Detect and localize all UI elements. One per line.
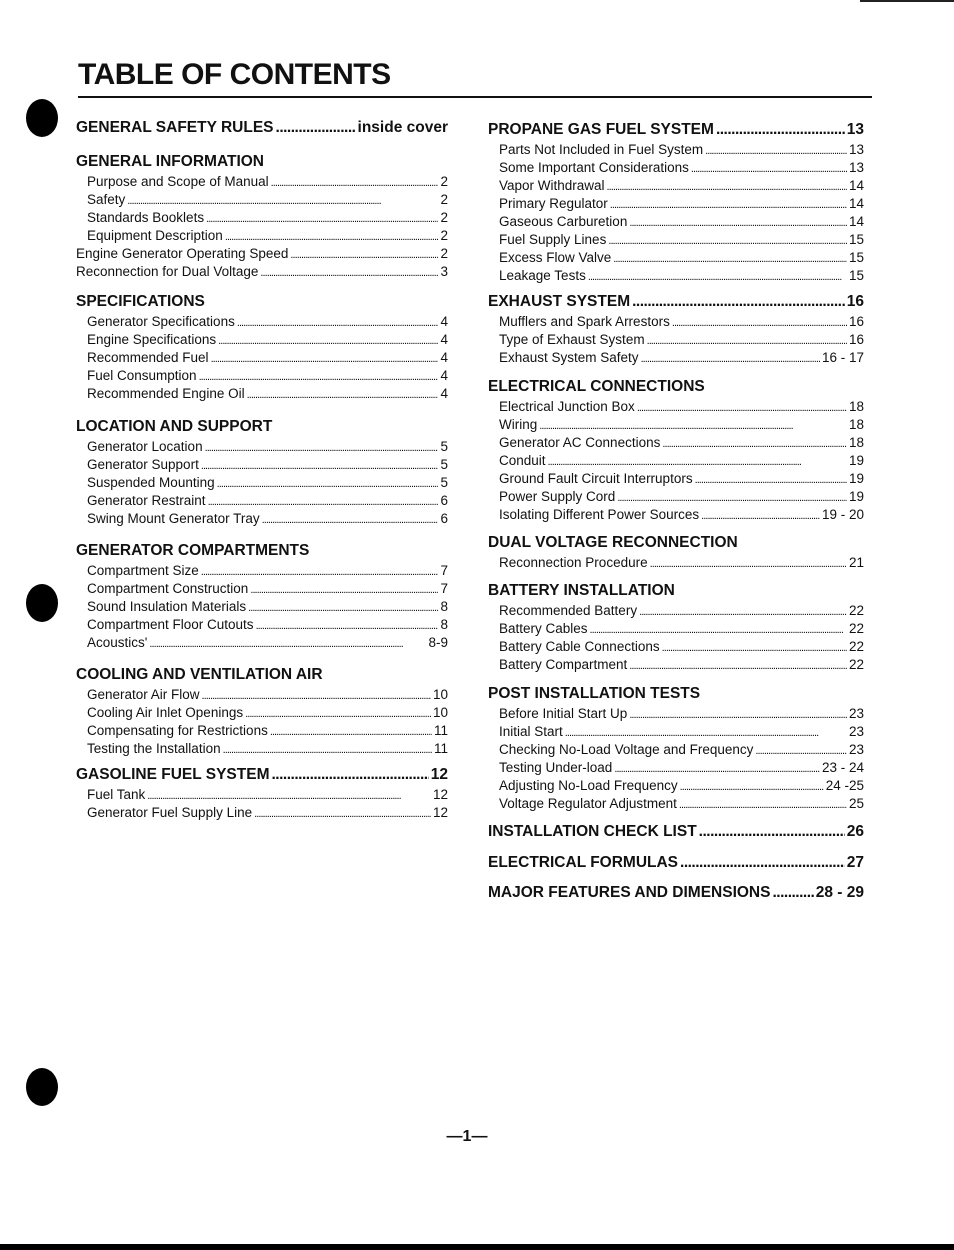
toc-entry[interactable]	[488, 723, 864, 741]
toc-entry-label: Compartment Floor Cutouts	[87, 617, 254, 632]
toc-section-heading: ELECTRICAL CONNECTIONS	[488, 378, 705, 395]
toc-page-ref: 15	[848, 250, 864, 265]
toc-entry-label: Generator Location	[87, 439, 203, 454]
toc-entry[interactable]	[76, 209, 448, 227]
toc-page-ref: 5	[440, 457, 448, 472]
toc-section-dual-voltage	[488, 532, 864, 572]
dot-leader	[716, 119, 845, 141]
toc-entry[interactable]	[488, 506, 864, 524]
toc-page-ref: 11	[433, 741, 448, 756]
toc-heading-label: PROPANE GAS FUEL SYSTEM	[488, 121, 714, 138]
toc-entry-label: Generator Support	[87, 457, 199, 472]
toc-entry[interactable]	[488, 705, 864, 723]
toc-section-heading: GENERATOR COMPARTMENTS	[76, 542, 310, 559]
toc-entry[interactable]	[488, 159, 864, 177]
dot-leader	[256, 616, 439, 635]
dot-leader	[199, 367, 439, 386]
dot-leader	[218, 331, 438, 350]
toc-entry-label: Equipment Description	[87, 228, 223, 243]
toc-entry[interactable]	[76, 804, 448, 822]
toc-entry[interactable]	[76, 580, 448, 598]
toc-entry-label: Recommended Engine Oil	[87, 386, 245, 401]
dot-leader	[262, 510, 439, 529]
toc-page-ref: 14	[848, 178, 864, 193]
dot-leader	[208, 492, 439, 511]
dot-leader	[539, 416, 847, 435]
toc-entry[interactable]	[488, 759, 864, 777]
toc-heading-label: GASOLINE FUEL SYSTEM	[76, 766, 270, 783]
toc-section-gasoline	[76, 764, 448, 822]
toc-entry[interactable]	[488, 434, 864, 452]
toc-entry[interactable]	[76, 191, 448, 209]
toc-entry[interactable]	[488, 777, 864, 795]
dot-leader	[201, 456, 439, 475]
toc-entry[interactable]	[488, 349, 864, 367]
toc-entry-label: Isolating Different Power Sources	[499, 507, 700, 522]
toc-entry[interactable]	[76, 634, 448, 652]
toc-page-ref: 15	[848, 268, 864, 283]
toc-entry-label: Testing Under-load	[499, 760, 613, 775]
toc-section-exhaust	[488, 291, 864, 367]
toc-page-ref: 5	[440, 475, 448, 490]
toc-entry-label: Recommended Battery	[499, 603, 638, 618]
toc-entry-label: Type of Exhaust System	[499, 332, 645, 347]
toc-page-ref: 22	[848, 657, 864, 672]
toc-entry[interactable]	[488, 620, 864, 638]
toc-entry[interactable]	[76, 331, 448, 349]
toc-heading-entry[interactable]	[76, 764, 448, 786]
toc-entry-label: Voltage Regulator Adjustment	[499, 796, 677, 811]
toc-entry-label: Engine Specifications	[87, 332, 217, 347]
toc-entry[interactable]	[76, 474, 448, 492]
dot-leader	[641, 349, 820, 368]
toc-entry[interactable]	[76, 245, 448, 263]
dot-leader	[202, 686, 431, 705]
toc-page-ref: 2	[440, 210, 448, 225]
toc-entry-label: Conduit	[499, 453, 546, 468]
toc-page-ref: 25	[848, 796, 864, 811]
dot-leader	[639, 602, 847, 621]
toc-page-ref: 19	[848, 489, 864, 504]
dot-leader	[629, 213, 847, 232]
toc-page-ref: 22	[848, 621, 864, 636]
toc-entry[interactable]	[76, 367, 448, 385]
dot-leader	[260, 263, 438, 282]
title-underline	[78, 96, 872, 98]
toc-section-post-installation	[488, 683, 864, 813]
dot-leader	[206, 209, 438, 228]
toc-heading-label: ELECTRICAL FORMULAS	[488, 854, 679, 871]
toc-page-ref: 2	[440, 246, 448, 261]
toc-section-compartments	[76, 540, 448, 652]
toc-heading-label: EXHAUST SYSTEM	[488, 293, 631, 310]
toc-page-ref: 10	[432, 705, 448, 720]
toc-page-ref: 12	[430, 766, 448, 783]
dot-leader	[565, 723, 847, 742]
dot-leader	[672, 313, 847, 332]
toc-entry-label: Generator Restraint	[87, 493, 206, 508]
binder-hole-top	[26, 99, 58, 137]
toc-heading-label: INSTALLATION CHECK LIST	[488, 823, 697, 840]
toc-page-ref: 18	[848, 435, 864, 450]
dot-leader	[647, 331, 847, 350]
toc-entry[interactable]	[488, 313, 864, 331]
toc-entry-label: Vapor Withdrawal	[499, 178, 605, 193]
bottom-edge-rule	[0, 1244, 954, 1250]
toc-entry-label: Suspended Mounting	[87, 475, 215, 490]
toc-entry-label: Compartment Construction	[87, 581, 249, 596]
toc-entry[interactable]	[76, 492, 448, 510]
toc-page-ref: 27	[846, 854, 864, 871]
toc-entry[interactable]	[488, 602, 864, 620]
toc-page-ref: 21	[848, 555, 864, 570]
toc-page-ref: 3	[440, 264, 448, 279]
toc-page-ref: 13	[848, 160, 864, 175]
dot-leader	[772, 882, 813, 904]
toc-page-ref: 14	[848, 196, 864, 211]
toc-section-heading: GENERAL INFORMATION	[76, 153, 265, 170]
toc-heading-entry[interactable]	[488, 821, 864, 843]
toc-entry-label: Standards Booklets	[87, 210, 205, 225]
toc-entry[interactable]	[488, 267, 864, 285]
dot-leader	[590, 620, 847, 639]
toc-entry[interactable]	[76, 456, 448, 474]
toc-entry-label: Swing Mount Generator Tray	[87, 511, 260, 526]
toc-page-ref: 23	[848, 742, 864, 757]
toc-page-ref: 15	[848, 232, 864, 247]
toc-page-ref: 23 - 24	[821, 760, 864, 775]
dot-leader	[662, 638, 847, 657]
toc-section-features	[488, 882, 864, 904]
toc-entry-label: Reconnection for Dual Voltage	[76, 264, 259, 279]
toc-page-ref: 26	[846, 823, 864, 840]
toc-page-ref: 11	[433, 723, 448, 738]
toc-entry[interactable]	[76, 722, 448, 740]
dot-leader	[225, 227, 439, 246]
dot-leader	[629, 705, 847, 724]
toc-entry[interactable]	[488, 554, 864, 572]
toc-page-ref: 16	[846, 293, 864, 310]
toc-page-ref: 24 -25	[825, 778, 864, 793]
dot-leader	[270, 722, 432, 741]
dot-leader	[637, 398, 847, 417]
toc-entry[interactable]	[488, 213, 864, 231]
dot-leader	[617, 488, 847, 507]
toc-page-ref: 28 - 29	[815, 884, 864, 901]
toc-entry-label: Acoustics'	[87, 635, 148, 650]
toc-page-ref: 2	[440, 174, 448, 189]
toc-page-ref: 10	[432, 687, 448, 702]
toc-entry[interactable]	[76, 385, 448, 403]
dot-leader	[679, 795, 847, 814]
toc-entry[interactable]	[76, 704, 448, 722]
toc-page-ref: 19 - 20	[821, 507, 864, 522]
dot-leader	[629, 656, 847, 675]
toc-entry-label: Sound Insulation Materials	[87, 599, 247, 614]
toc-entry-label: Purpose and Scope of Manual	[87, 174, 269, 189]
toc-section-formulas	[488, 852, 864, 874]
toc-entry[interactable]	[488, 398, 864, 416]
toc-page-ref: 12	[432, 805, 448, 820]
toc-page-ref: 4	[440, 332, 448, 347]
toc-section-heading: COOLING AND VENTILATION AIR	[76, 666, 323, 683]
toc-heading-entry[interactable]	[488, 852, 864, 874]
toc-section-general-information	[76, 151, 448, 281]
top-edge-rule	[860, 0, 954, 2]
toc-section-heading: BATTERY INSTALLATION	[488, 582, 675, 599]
toc-page-ref: 13	[846, 121, 864, 138]
toc-page-ref: 4	[440, 314, 448, 329]
dot-leader	[248, 598, 438, 617]
toc-page-ref: 18	[848, 417, 864, 432]
toc-page-ref: 6	[440, 493, 448, 508]
toc-entry-label: Excess Flow Valve	[499, 250, 612, 265]
dot-leader	[613, 249, 847, 268]
toc-entry[interactable]	[76, 616, 448, 634]
toc-entry-label: Wiring	[499, 417, 538, 432]
toc-entry[interactable]	[488, 638, 864, 656]
toc-page-ref: 12	[432, 787, 448, 802]
toc-entry[interactable]	[488, 249, 864, 267]
dot-leader	[650, 554, 847, 573]
toc-entry-label: Cooling Air Inlet Openings	[87, 705, 244, 720]
toc-entry-label: Reconnection Procedure	[499, 555, 648, 570]
toc-entry-label: Fuel Supply Lines	[499, 232, 607, 247]
toc-page-ref: 5	[440, 439, 448, 454]
toc-entry[interactable]	[76, 598, 448, 616]
toc-entry[interactable]	[488, 231, 864, 249]
toc-page-ref: 16	[848, 314, 864, 329]
toc-heading-entry[interactable]	[488, 119, 864, 141]
toc-heading-label: MAJOR FEATURES AND DIMENSIONS	[488, 884, 771, 901]
toc-entry-label: Battery Cables	[499, 621, 588, 636]
dot-leader	[548, 452, 847, 471]
toc-heading-entry[interactable]	[488, 882, 864, 904]
toc-entry-label: Generator AC Connections	[499, 435, 661, 450]
dot-leader	[680, 852, 845, 874]
toc-page-ref: 22	[848, 639, 864, 654]
dot-leader	[201, 562, 439, 581]
dot-leader	[149, 634, 426, 653]
toc-entry-label: Fuel Tank	[87, 787, 146, 802]
toc-entry-label: Gaseous Carburetion	[499, 214, 628, 229]
toc-entry-label: Leakage Tests	[499, 268, 586, 283]
dot-leader	[205, 438, 439, 457]
toc-entry-label: Mufflers and Spark Arrestors	[499, 314, 670, 329]
dot-leader	[127, 191, 438, 210]
toc-entry-label: Battery Compartment	[499, 657, 628, 672]
toc-page-ref: 4	[440, 386, 448, 401]
toc-entry[interactable]	[76, 438, 448, 456]
toc-section-electrical	[488, 376, 864, 524]
toc-section-location-support	[76, 416, 448, 528]
toc-page-ref: 19	[848, 453, 864, 468]
toc-page-ref: inside cover	[357, 119, 448, 136]
dot-leader	[254, 804, 431, 823]
toc-entry-label: Recommended Fuel	[87, 350, 209, 365]
toc-entry-label: Compartment Size	[87, 563, 199, 578]
toc-entry-label: Power Supply Cord	[499, 489, 616, 504]
toc-page-ref: 16 - 17	[821, 350, 864, 365]
dot-leader	[217, 474, 439, 493]
dot-leader	[680, 777, 824, 796]
toc-heading-entry[interactable]	[76, 117, 448, 139]
toc-page-ref: 8-9	[428, 635, 448, 650]
toc-section-heading: SPECIFICATIONS	[76, 293, 205, 310]
dot-leader	[223, 740, 432, 759]
dot-leader	[245, 704, 431, 723]
toc-page-ref: 7	[440, 563, 448, 578]
toc-section-propane	[488, 119, 864, 285]
toc-page-ref: 22	[848, 603, 864, 618]
toc-entry-label: Electrical Junction Box	[499, 399, 635, 414]
dot-leader	[250, 580, 438, 599]
dot-leader	[755, 741, 847, 760]
toc-page-ref: 18	[848, 399, 864, 414]
dot-leader	[588, 267, 847, 286]
toc-entry[interactable]	[76, 263, 448, 281]
toc-page-ref: 2	[440, 192, 448, 207]
toc-page-ref: 8	[440, 599, 448, 614]
toc-entry[interactable]	[76, 510, 448, 528]
toc-entry-label: Some Important Considerations	[499, 160, 689, 175]
binder-hole-middle	[26, 584, 58, 622]
dot-leader	[695, 470, 847, 489]
toc-section-heading: LOCATION AND SUPPORT	[76, 418, 273, 435]
dot-leader	[607, 177, 847, 196]
dot-leader	[610, 195, 847, 214]
toc-entry[interactable]	[76, 313, 448, 331]
toc-page-ref: 19	[848, 471, 864, 486]
toc-entry[interactable]	[76, 173, 448, 191]
toc-page-ref: 23	[848, 706, 864, 721]
toc-entry[interactable]	[76, 562, 448, 580]
toc-entry-label: Exhaust System Safety	[499, 350, 639, 365]
toc-section-heading: POST INSTALLATION TESTS	[488, 685, 701, 702]
toc-entry[interactable]	[488, 195, 864, 213]
toc-page-ref: 4	[440, 350, 448, 365]
toc-page-ref: 2	[440, 228, 448, 243]
toc-entry-label: Fuel Consumption	[87, 368, 197, 383]
page-title: TABLE OF CONTENTS	[78, 58, 391, 91]
toc-entry-label: Primary Regulator	[499, 196, 608, 211]
binder-hole-bottom	[26, 1068, 58, 1106]
toc-entry[interactable]	[488, 177, 864, 195]
toc-entry[interactable]	[76, 349, 448, 367]
toc-entry[interactable]	[488, 470, 864, 488]
toc-page-ref: 4	[440, 368, 448, 383]
toc-page-ref: 14	[848, 214, 864, 229]
toc-section-battery	[488, 580, 864, 674]
toc-entry-label: Adjusting No-Load Frequency	[499, 778, 678, 793]
toc-entry-label: Generator Fuel Supply Line	[87, 805, 253, 820]
dot-leader	[272, 764, 429, 786]
toc-page-ref: 16	[848, 332, 864, 347]
toc-entry[interactable]	[488, 488, 864, 506]
toc-entry-label: Engine Generator Operating Speed	[76, 246, 289, 261]
toc-entry[interactable]	[488, 795, 864, 813]
toc-entry[interactable]	[76, 740, 448, 758]
dot-leader	[662, 434, 847, 453]
toc-section-heading: DUAL VOLTAGE RECONNECTION	[488, 534, 738, 551]
toc-heading-label: GENERAL SAFETY RULES	[76, 119, 274, 136]
page-number: —1—	[446, 1128, 488, 1145]
dot-leader	[271, 173, 439, 192]
toc-entry[interactable]	[76, 227, 448, 245]
toc-entry[interactable]	[488, 141, 864, 159]
dot-leader	[608, 231, 847, 250]
toc-entry-label: Initial Start	[499, 724, 563, 739]
dot-leader	[705, 141, 847, 160]
toc-entry-label: Generator Specifications	[87, 314, 235, 329]
dot-leader	[290, 245, 438, 264]
toc-page-ref: 8	[440, 617, 448, 632]
toc-section-specifications	[76, 291, 448, 403]
toc-entry-label: Before Initial Start Up	[499, 706, 628, 721]
dot-leader	[211, 349, 439, 368]
toc-entry[interactable]	[488, 416, 864, 434]
toc-section-general-safety	[76, 117, 448, 139]
toc-page-ref: 23	[848, 724, 864, 739]
dot-leader	[632, 291, 845, 313]
dot-leader	[691, 159, 847, 178]
toc-entry-label: Ground Fault Circuit Interruptors	[499, 471, 693, 486]
toc-heading-entry[interactable]	[488, 291, 864, 313]
toc-section-check-list	[488, 821, 864, 843]
dot-leader	[701, 506, 820, 525]
dot-leader	[237, 313, 439, 332]
toc-page-ref: 6	[440, 511, 448, 526]
toc-entry-label: Parts Not Included in Fuel System	[499, 142, 704, 157]
dot-leader	[247, 385, 439, 404]
toc-entry-label: Compensating for Restrictions	[87, 723, 268, 738]
dot-leader	[614, 759, 820, 778]
toc-page-ref: 13	[848, 142, 864, 157]
toc-entry[interactable]	[488, 656, 864, 674]
toc-entry[interactable]	[488, 452, 864, 470]
toc-entry-label: Checking No-Load Voltage and Frequency	[499, 742, 754, 757]
toc-entry[interactable]	[488, 741, 864, 759]
toc-entry-label: Testing the Installation	[87, 741, 221, 756]
dot-leader	[276, 117, 356, 139]
toc-entry-label: Generator Air Flow	[87, 687, 200, 702]
toc-page-ref: 7	[440, 581, 448, 596]
dot-leader	[699, 821, 845, 843]
toc-entry[interactable]	[76, 786, 448, 804]
dot-leader	[147, 786, 431, 805]
toc-section-cooling	[76, 664, 448, 758]
toc-entry-label: Battery Cable Connections	[499, 639, 660, 654]
toc-entry[interactable]	[488, 331, 864, 349]
toc-entry[interactable]	[76, 686, 448, 704]
toc-entry-label: Safety	[87, 192, 126, 207]
